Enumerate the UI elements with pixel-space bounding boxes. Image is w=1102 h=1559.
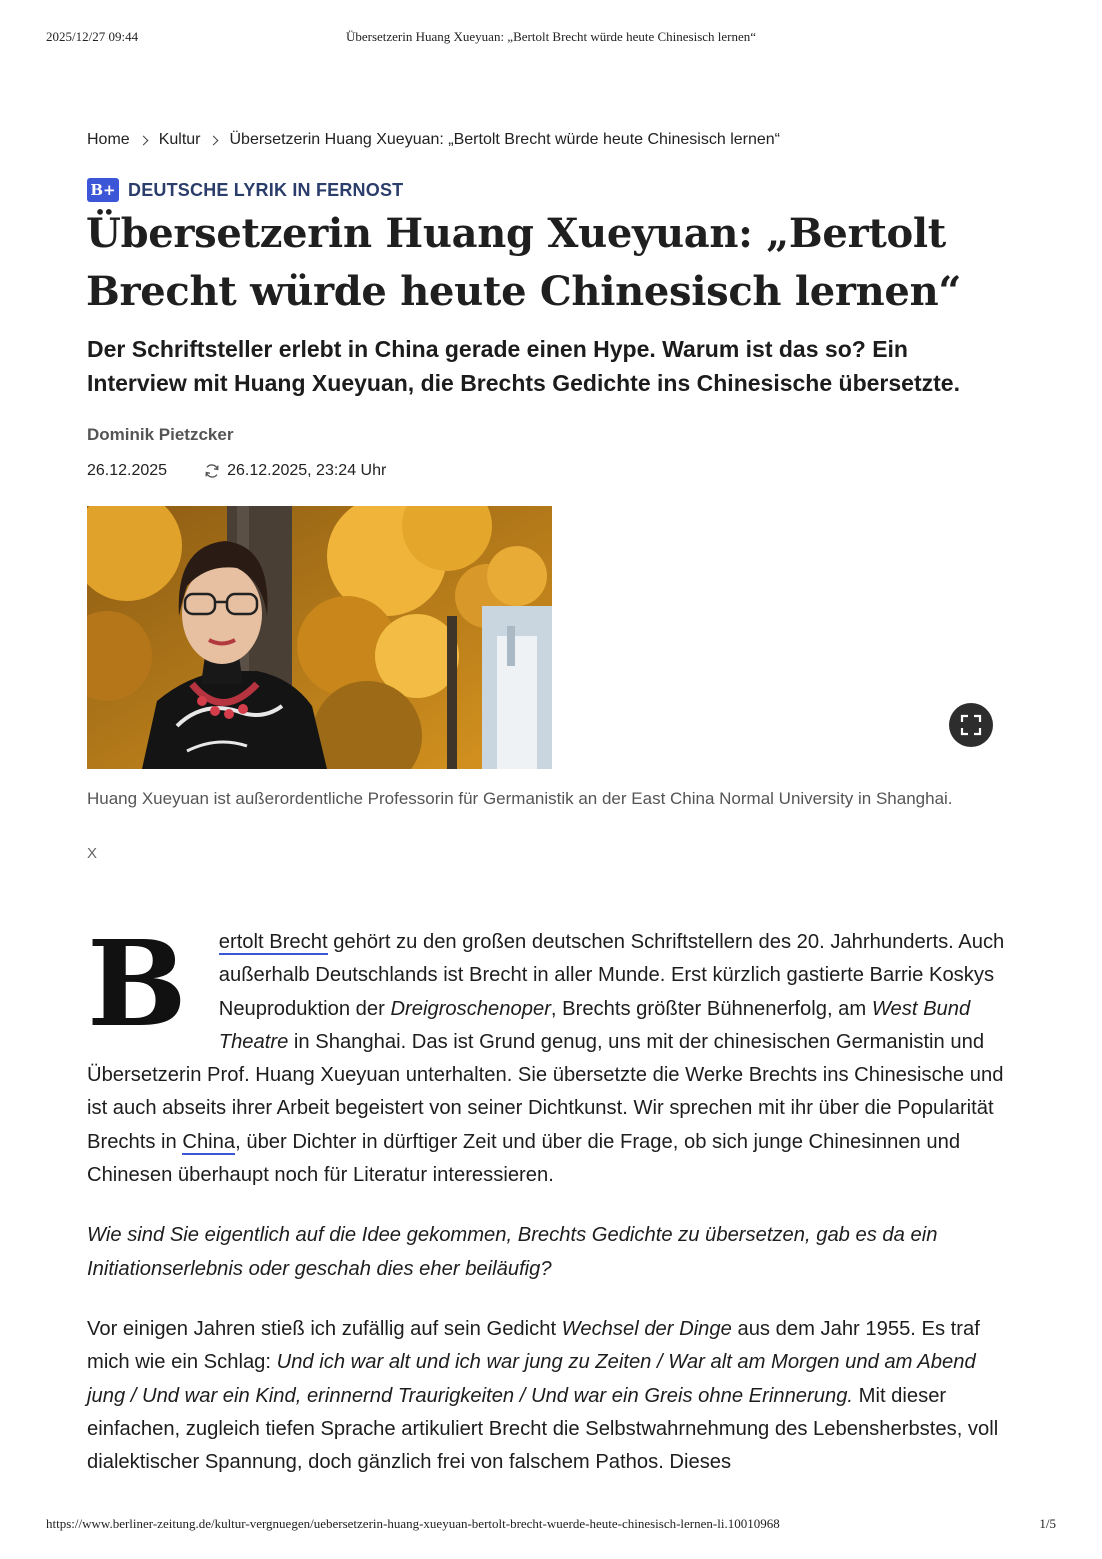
dropcap: B bbox=[87, 914, 187, 1053]
interview-question: Wie sind Sie eigentlich auf die Idee gekommen, Brechts Gedichte zu übersetzen, gab es da ein Initiationserlebnis oder geschah dies eher beiläufig? bbox=[87, 1224, 938, 1280]
refresh-icon bbox=[203, 462, 221, 480]
published-date: 26.12.2025 bbox=[87, 462, 168, 479]
china-link[interactable]: China bbox=[182, 1130, 236, 1153]
paragraph-emphasis: West Bund Theatre bbox=[218, 997, 971, 1053]
print-url: https://www.berliner-zeitung.de/kultur-vergnuegen/uebersetzerin-huang-xueyuan-bertolt-brecht-wuerde-heute-chinesisch-lernen-li.10010968 bbox=[46, 1516, 780, 1531]
breadcrumb bbox=[87, 131, 780, 149]
breadcrumb-section-link[interactable]: Kultur bbox=[158, 131, 201, 148]
image-credit: X bbox=[87, 845, 98, 862]
paragraph-text: , Brechts größter Bühnenerfolg, am bbox=[550, 997, 872, 1020]
article-paragraph-answer bbox=[87, 1313, 1012, 1479]
image-caption: Huang Xueyuan ist außerordentliche Professorin für Germanistik an der East China Normal University in Shanghai. bbox=[87, 789, 953, 808]
paragraph-text: Vor einigen Jahren stieß ich zufällig auf sein Gedicht bbox=[87, 1317, 562, 1340]
updated-date-wrap bbox=[203, 462, 386, 480]
author-name[interactable]: Dominik Pietzcker bbox=[87, 425, 234, 444]
paragraph-text: Mit dieser einfachen, zugleich tiefen Sprache artikuliert Brecht die Selbstwahrnehmung des Lebensherbstes, voll dialektischer Spannung, doch gänzlich frei von falschem Pathos. Dieses bbox=[87, 1384, 999, 1474]
fullscreen-icon bbox=[959, 713, 983, 737]
paragraph-text: in Shanghai. Das ist Grund genug, uns mit der chinesischen Germanistin und Übersetzerin Prof. Huang Xueyuan unterhalten. Sie übersetzte die Werke Brechts ins Chinesische und ist auch abseits ihrer Arbeit begeistert von seiner Dichtkunst. Wir sprechen mit ihr über die Popularität Brechts in bbox=[87, 1030, 1004, 1153]
paragraph-emphasis: Wechsel der Dinge bbox=[561, 1317, 732, 1340]
portrait-photo bbox=[87, 506, 552, 769]
print-footer bbox=[46, 1516, 1056, 1534]
article-paragraph-intro bbox=[87, 914, 1012, 1192]
print-header bbox=[46, 29, 1056, 47]
kicker-text: DEUTSCHE LYRIK IN FERNOST bbox=[128, 179, 404, 200]
article-dates bbox=[87, 462, 386, 480]
chevron-right-icon bbox=[138, 135, 148, 145]
updated-date: 26.12.2025, 23:24 Uhr bbox=[227, 462, 387, 479]
bplus-premium-icon: B+ bbox=[87, 178, 119, 202]
breadcrumb-home-link[interactable]: Home bbox=[87, 131, 130, 148]
brecht-link[interactable]: ertolt Brecht bbox=[218, 931, 328, 953]
paragraph-emphasis: Dreigroschenoper bbox=[390, 997, 551, 1020]
article-body bbox=[87, 914, 1012, 1506]
kicker bbox=[87, 178, 403, 202]
article-lead: Der Schriftsteller erlebt in China gerade einen Hype. Warum ist das so? Ein Interview mit Huang Xueyuan, die Brechts Gedichte ins Chinesische übersetzte. bbox=[87, 336, 960, 396]
paragraph-text: gehört zu den großen deutschen Schriftstellern des 20. Jahrhunderts. Auch außerhalb Deutschlands ist Brecht in aller Munde. Erst kürzlich gastierte Barrie Koskys Neuproduktion der bbox=[218, 931, 1005, 1020]
paragraph-text: , über Dichter in dürftiger Zeit und über die Frage, ob sich junge Chinesinnen und Chinesen überhaupt noch für Literatur interessieren. bbox=[87, 1130, 961, 1187]
print-page-number: 1/5 bbox=[1039, 1516, 1056, 1531]
hero-image[interactable] bbox=[87, 506, 552, 769]
article-headline: Übersetzerin Huang Xueyuan: „Bertolt Brecht würde heute Chinesisch lernen“ bbox=[86, 210, 962, 315]
fullscreen-button[interactable] bbox=[949, 703, 993, 747]
breadcrumb-current: Übersetzerin Huang Xueyuan: „Bertolt Brecht würde heute Chinesisch lernen“ bbox=[229, 131, 780, 148]
poem-quote: Und ich war alt und ich war jung zu Zeiten / War alt am Morgen und am Abend jung / Und war ein Kind, erinnernd Traurigkeiten / Und war ein Greis ohne Erinnerung. bbox=[87, 1351, 976, 1407]
paragraph-text: aus dem Jahr 1955. Es traf mich wie ein Schlag: bbox=[87, 1317, 980, 1374]
print-datetime: 2025/12/27 09:44 bbox=[46, 29, 139, 44]
chevron-right-icon bbox=[209, 135, 219, 145]
print-document-title: Übersetzerin Huang Xueyuan: „Bertolt Brecht würde heute Chinesisch lernen“ bbox=[345, 29, 757, 44]
